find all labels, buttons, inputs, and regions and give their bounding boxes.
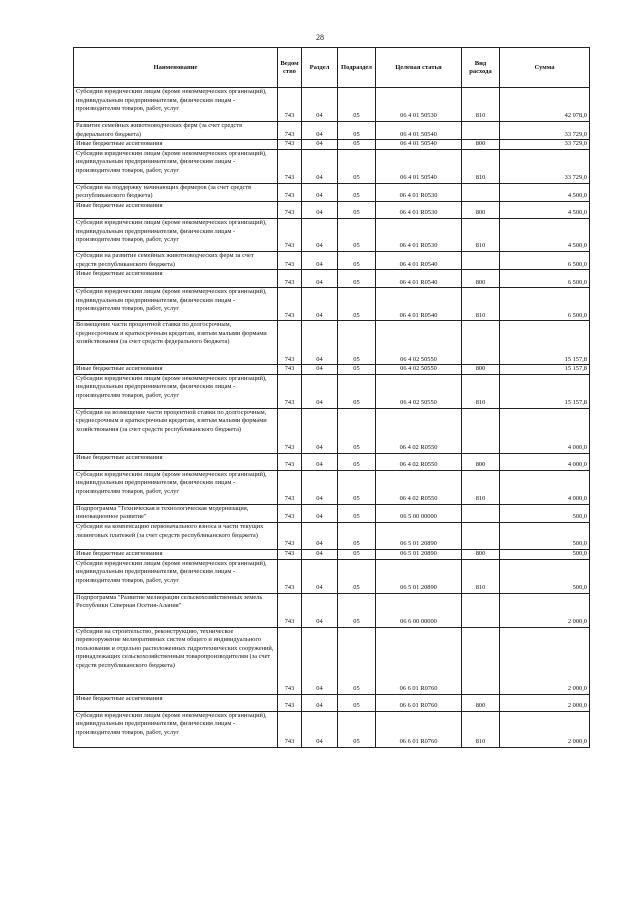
row-section: 04	[302, 627, 338, 694]
row-department: 743	[278, 627, 302, 694]
row-sum: 42 078,0	[500, 88, 590, 122]
row-name: Иные бюджетные ассигнования	[74, 140, 278, 150]
row-name: Иные бюджетные ассигнования	[74, 201, 278, 218]
row-target-article: 06 4 01 R0530	[376, 183, 462, 201]
row-name: Возмещение части процентной ставки по долгосрочным, среднесрочным и краткосрочным кредитам, взятым малыми формами хозяйствования (за счет средств федерального бюджета)	[74, 321, 278, 365]
row-department: 743	[278, 149, 302, 183]
table-row	[74, 408, 590, 453]
row-target-article: 06 5 01 20890	[376, 522, 462, 549]
row-sum: 2 000,0	[500, 627, 590, 694]
row-expense-type: 800	[462, 140, 500, 150]
row-subsection: 05	[338, 183, 376, 201]
row-section: 04	[302, 504, 338, 522]
row-target-article: 06 4 01 50530	[376, 88, 462, 122]
row-sum: 500,0	[500, 549, 590, 559]
header-section: Раздел	[302, 48, 338, 88]
row-target-article: 06 4 02 50550	[376, 365, 462, 375]
row-department: 743	[278, 374, 302, 408]
row-department: 743	[278, 711, 302, 747]
row-name: Субсидии юридическим лицам (кроме некоммерческих организаций), индивидуальным предпринимателям, физическим лицам - производителям товаров, работ, услуг	[74, 559, 278, 593]
row-name: Иные бюджетные ассигнования	[74, 549, 278, 559]
row-name: Субсидии юридическим лицам (кроме некоммерческих организаций), индивидуальным предпринимателям, физическим лицам - производителям товаров, работ, услуг	[74, 149, 278, 183]
row-name: Субсидии юридическим лицам (кроме некоммерческих организаций), индивидуальным предпринимателям, физическим лицам - производителям товаров, работ, услуг	[74, 711, 278, 747]
row-target-article: 06 4 02 50550	[376, 374, 462, 408]
row-sum: 4 500,0	[500, 201, 590, 218]
row-subsection: 05	[338, 288, 376, 321]
row-target-article: 06 5 00 00000	[376, 504, 462, 522]
row-subsection: 05	[338, 593, 376, 627]
row-section: 04	[302, 559, 338, 593]
row-section: 04	[302, 149, 338, 183]
row-department: 743	[278, 122, 302, 140]
header-subsection: Подраздел	[338, 48, 376, 88]
row-section: 04	[302, 270, 338, 288]
row-target-article: 06 4 01 R0540	[376, 288, 462, 321]
header-sum: Сумма	[500, 48, 590, 88]
row-name: Иные бюджетные ассигнования	[74, 694, 278, 711]
row-department: 743	[278, 694, 302, 711]
row-expense-type: 810	[462, 88, 500, 122]
row-section: 04	[302, 374, 338, 408]
row-department: 743	[278, 288, 302, 321]
table-row	[74, 183, 590, 201]
row-name: Субсидии юридическим лицам (кроме некоммерческих организаций), индивидуальным предпринимателям, физическим лицам - производителям товаров, работ, услуг	[74, 218, 278, 251]
row-subsection: 05	[338, 549, 376, 559]
table-row	[74, 593, 590, 627]
row-sum: 2 000,0	[500, 711, 590, 747]
row-target-article: 06 4 02 50550	[376, 321, 462, 365]
table-row	[74, 694, 590, 711]
row-expense-type: 810	[462, 374, 500, 408]
table-row	[74, 201, 590, 218]
table-row	[74, 549, 590, 559]
row-section: 04	[302, 251, 338, 269]
table-row	[74, 504, 590, 522]
row-target-article: 06 6 01 R0760	[376, 711, 462, 747]
table-header-row	[74, 48, 590, 88]
row-section: 04	[302, 408, 338, 453]
row-subsection: 05	[338, 218, 376, 251]
row-sum: 4 000,0	[500, 470, 590, 504]
row-expense-type	[462, 183, 500, 201]
row-department: 743	[278, 522, 302, 549]
row-expense-type	[462, 627, 500, 694]
row-subsection: 05	[338, 321, 376, 365]
row-target-article: 06 6 00 00000	[376, 593, 462, 627]
row-name: Иные бюджетные ассигнования	[74, 365, 278, 375]
table-row	[74, 559, 590, 593]
row-sum: 500,0	[500, 559, 590, 593]
row-subsection: 05	[338, 270, 376, 288]
row-name: Субсидии юридическим лицам (кроме некоммерческих организаций), индивидуальным предпринимателям, физическим лицам - производителям товаров, работ, услуг	[74, 470, 278, 504]
row-department: 743	[278, 470, 302, 504]
header-target-article: Целевая статья	[376, 48, 462, 88]
row-section: 04	[302, 321, 338, 365]
row-section: 04	[302, 88, 338, 122]
row-expense-type: 810	[462, 470, 500, 504]
table-row	[74, 365, 590, 375]
row-name: Иные бюджетные ассигнования	[74, 453, 278, 470]
table-row	[74, 627, 590, 694]
row-department: 743	[278, 183, 302, 201]
row-target-article: 06 4 01 R0540	[376, 251, 462, 269]
row-name: Субсидии на компенсацию первоначального взноса и части текущих лизинговых платежей (за счет средств республиканского бюджета)	[74, 522, 278, 549]
row-name: Субсидии на возмещение части процентной ставки по долгосрочным, среднесрочным и краткосрочным кредитам, взятым малыми формами хозяйствования (за счет средств республиканского бюджета)	[74, 408, 278, 453]
row-sum: 33 729,0	[500, 122, 590, 140]
row-subsection: 05	[338, 453, 376, 470]
row-section: 04	[302, 549, 338, 559]
table-row	[74, 453, 590, 470]
header-expense-type: Вид расхода	[462, 48, 500, 88]
row-department: 743	[278, 201, 302, 218]
row-target-article: 06 4 01 50540	[376, 122, 462, 140]
header-name: Наименование	[74, 48, 278, 88]
row-subsection: 05	[338, 149, 376, 183]
row-subsection: 05	[338, 88, 376, 122]
row-subsection: 05	[338, 122, 376, 140]
row-target-article: 06 4 01 R0540	[376, 270, 462, 288]
row-section: 04	[302, 288, 338, 321]
row-expense-type: 800	[462, 453, 500, 470]
row-expense-type: 800	[462, 201, 500, 218]
row-expense-type: 800	[462, 694, 500, 711]
header-department: Ведом ство	[278, 48, 302, 88]
row-expense-type	[462, 321, 500, 365]
table-row	[74, 522, 590, 549]
table-row	[74, 711, 590, 747]
row-sum: 33 729,0	[500, 140, 590, 150]
table-row	[74, 149, 590, 183]
row-sum: 15 157,8	[500, 374, 590, 408]
row-sum: 15 157,8	[500, 365, 590, 375]
row-target-article: 06 4 01 R0530	[376, 218, 462, 251]
row-target-article: 06 5 01 20890	[376, 559, 462, 593]
row-section: 04	[302, 183, 338, 201]
row-expense-type: 810	[462, 149, 500, 183]
row-expense-type	[462, 593, 500, 627]
row-name: Подпрограмма "Развитие мелиорации сельскохозяйственных земель Республики Северная Осетия-Алания"	[74, 593, 278, 627]
row-target-article: 06 4 02 R0550	[376, 408, 462, 453]
row-name: Субсидии на поддержку начинающих фермеров (за счет средств республиканского бюджета)	[74, 183, 278, 201]
table-row	[74, 140, 590, 150]
row-expense-type	[462, 504, 500, 522]
row-section: 04	[302, 593, 338, 627]
row-sum: 4 000,0	[500, 408, 590, 453]
row-sum: 6 500,0	[500, 288, 590, 321]
row-target-article: 06 6 01 R0760	[376, 694, 462, 711]
row-target-article: 06 6 01 R0760	[376, 627, 462, 694]
row-target-article: 06 4 02 R0550	[376, 453, 462, 470]
row-department: 743	[278, 549, 302, 559]
row-target-article: 06 4 01 50540	[376, 140, 462, 150]
row-name: Развитие семейных животноводческих ферм (за счет средств федерального бюджета)	[74, 122, 278, 140]
table-row	[74, 88, 590, 122]
row-name: Субсидии на развитие семейных животноводческих ферм за счет средств республиканского бюджета)	[74, 251, 278, 269]
row-subsection: 05	[338, 522, 376, 549]
row-expense-type	[462, 522, 500, 549]
row-name: Субсидии на строительство, реконструкцию, техническое перевооружение мелиоративных систем общего и индивидуального пользования и отдельно расположенных гидротехнических сооружений, принадлежащих сельскохозяйственным товаропроизводителям (за счет средств республиканского бюджета)	[74, 627, 278, 694]
row-sum: 4 500,0	[500, 218, 590, 251]
row-name: Субсидии юридическим лицам (кроме некоммерческих организаций), индивидуальным предпринимателям, физическим лицам - производителям товаров, работ, услуг	[74, 88, 278, 122]
row-expense-type	[462, 408, 500, 453]
row-expense-type: 800	[462, 365, 500, 375]
table-row	[74, 270, 590, 288]
row-sum: 2 000,0	[500, 694, 590, 711]
row-expense-type	[462, 251, 500, 269]
table-row	[74, 470, 590, 504]
row-department: 743	[278, 218, 302, 251]
table-row	[74, 122, 590, 140]
row-section: 04	[302, 522, 338, 549]
page-number: 28	[316, 33, 324, 42]
row-department: 743	[278, 453, 302, 470]
row-department: 743	[278, 365, 302, 375]
row-name: Иные бюджетные ассигнования	[74, 270, 278, 288]
row-name: Субсидии юридическим лицам (кроме некоммерческих организаций), индивидуальным предпринимателям, физическим лицам - производителям товаров, работ, услуг	[74, 288, 278, 321]
row-sum: 2 000,0	[500, 593, 590, 627]
row-expense-type: 800	[462, 270, 500, 288]
row-sum: 4 000,0	[500, 453, 590, 470]
row-subsection: 05	[338, 470, 376, 504]
row-subsection: 05	[338, 711, 376, 747]
row-name: Субсидии юридическим лицам (кроме некоммерческих организаций), индивидуальным предпринимателям, физическим лицам - производителям товаров, работ, услуг	[74, 374, 278, 408]
row-expense-type: 810	[462, 288, 500, 321]
row-subsection: 05	[338, 627, 376, 694]
row-subsection: 05	[338, 408, 376, 453]
row-subsection: 05	[338, 374, 376, 408]
row-department: 743	[278, 593, 302, 627]
row-department: 743	[278, 270, 302, 288]
table-body	[74, 88, 590, 748]
row-subsection: 05	[338, 365, 376, 375]
row-subsection: 05	[338, 201, 376, 218]
row-expense-type	[462, 122, 500, 140]
table-row	[74, 374, 590, 408]
row-sum: 6 500,0	[500, 251, 590, 269]
row-department: 743	[278, 408, 302, 453]
row-target-article: 06 4 01 R0530	[376, 201, 462, 218]
row-target-article: 06 4 01 50540	[376, 149, 462, 183]
row-section: 04	[302, 122, 338, 140]
row-expense-type: 810	[462, 711, 500, 747]
table-row	[74, 251, 590, 269]
row-sum: 500,0	[500, 504, 590, 522]
row-section: 04	[302, 365, 338, 375]
row-department: 743	[278, 504, 302, 522]
row-section: 04	[302, 694, 338, 711]
row-subsection: 05	[338, 140, 376, 150]
row-expense-type: 800	[462, 549, 500, 559]
row-department: 743	[278, 251, 302, 269]
row-subsection: 05	[338, 251, 376, 269]
row-section: 04	[302, 140, 338, 150]
row-sum: 4 500,0	[500, 183, 590, 201]
row-section: 04	[302, 201, 338, 218]
row-department: 743	[278, 559, 302, 593]
budget-table	[73, 47, 590, 748]
row-department: 743	[278, 140, 302, 150]
table-row	[74, 321, 590, 365]
row-target-article: 06 5 01 20890	[376, 549, 462, 559]
row-sum: 500,0	[500, 522, 590, 549]
row-sum: 33 729,0	[500, 149, 590, 183]
row-section: 04	[302, 218, 338, 251]
table-row	[74, 218, 590, 251]
row-sum: 15 157,8	[500, 321, 590, 365]
row-subsection: 05	[338, 694, 376, 711]
row-name: Подпрограмма "Техническая и технологическая модернизация, инновационное развитие"	[74, 504, 278, 522]
row-department: 743	[278, 88, 302, 122]
row-subsection: 05	[338, 559, 376, 593]
row-section: 04	[302, 453, 338, 470]
row-expense-type: 810	[462, 218, 500, 251]
row-section: 04	[302, 470, 338, 504]
row-section: 04	[302, 711, 338, 747]
row-department: 743	[278, 321, 302, 365]
row-subsection: 05	[338, 504, 376, 522]
row-target-article: 06 4 02 R0550	[376, 470, 462, 504]
table-row	[74, 288, 590, 321]
row-sum: 6 500,0	[500, 270, 590, 288]
row-expense-type: 810	[462, 559, 500, 593]
